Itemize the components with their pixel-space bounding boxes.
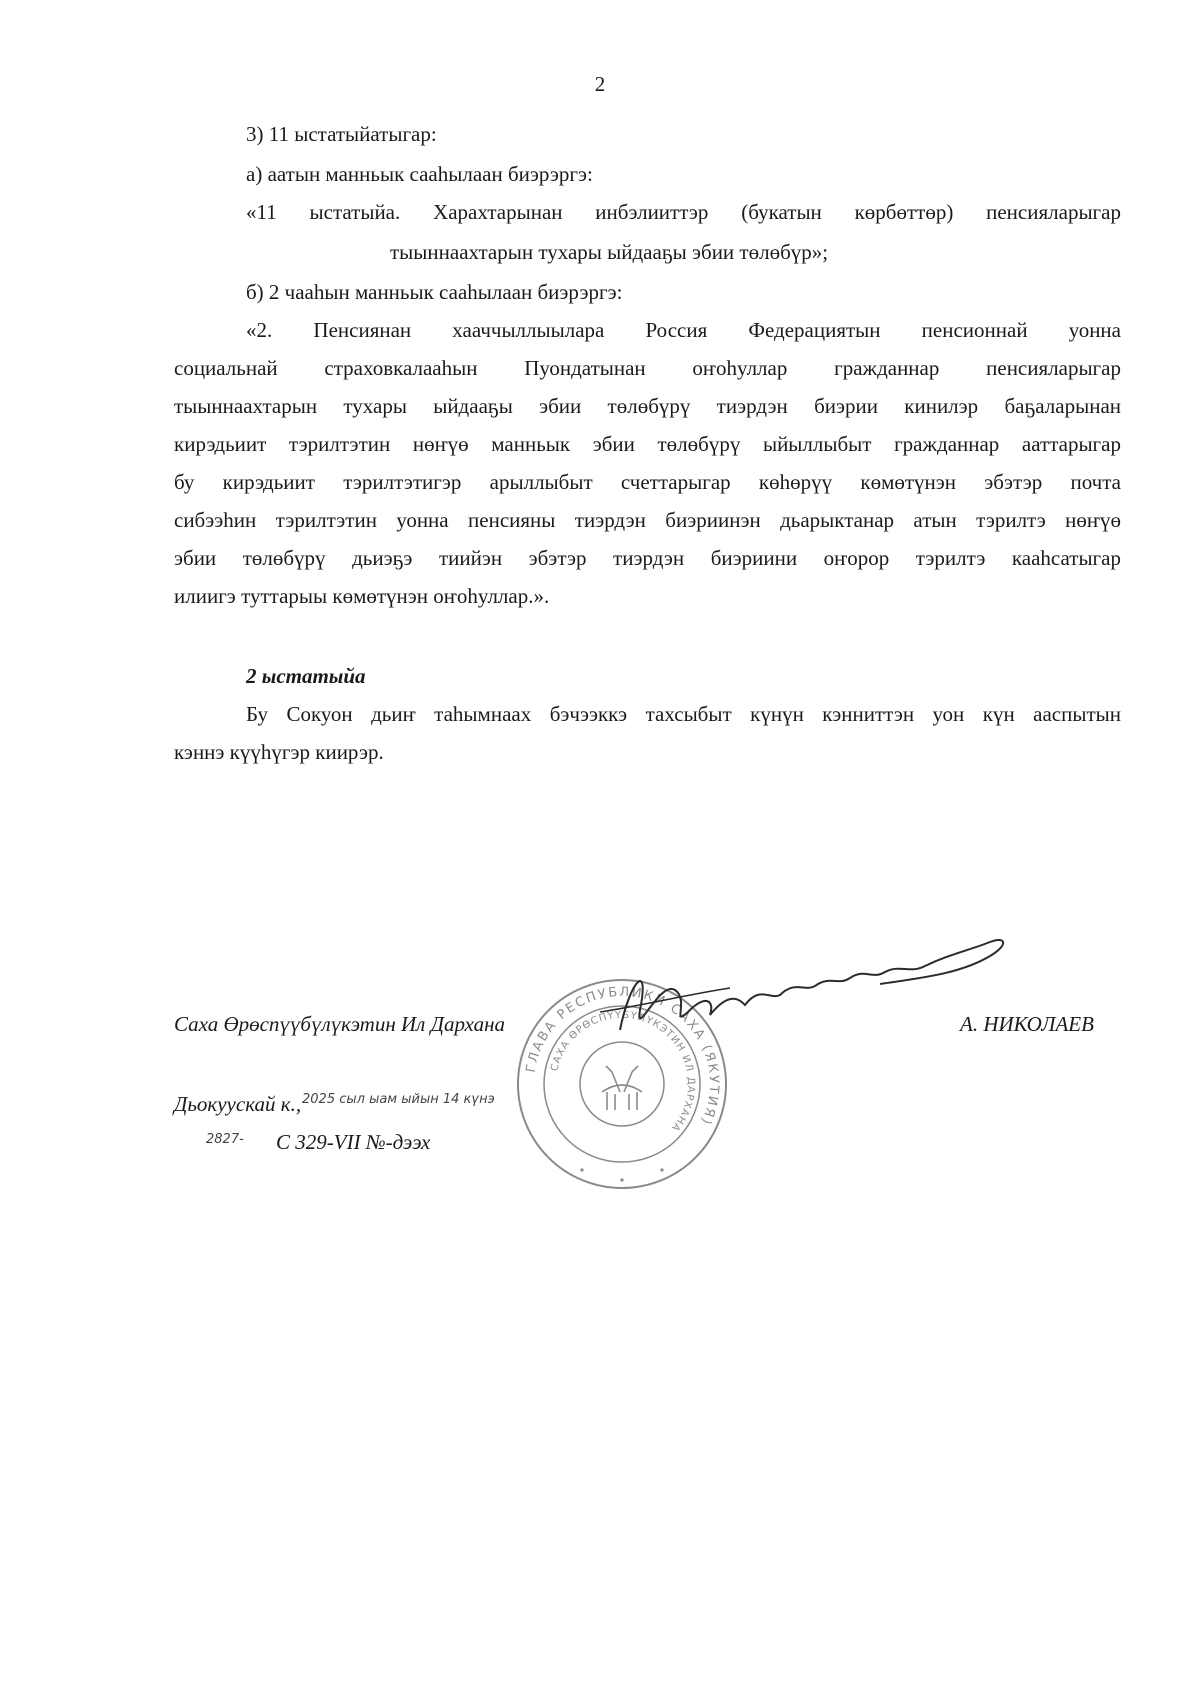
quote-2-line-5: бу кирэдьиит тэрилтэтигэр арыллыбыт счеттарыгар көһөрүү көмөтүнэн эбэтэр почта (174, 470, 1121, 494)
signatory-name: А. НИКОЛАЕВ (960, 1012, 1094, 1036)
item-a: а) аатын манньык сааһылаан биэрэргэ: (246, 162, 593, 186)
quote-2-line-3: тыыннаахтарын тухары ыйдааҕы эбии төлөбүрү тиэрдэн биэрии кинилэр баҕаларынан (174, 394, 1121, 418)
quote-2-line-6: сибээһин тэрилтэтин уонна пенсияны тиэрдэн биэриинэн дьарыктанар атын тэрилтэ нөҥүө (174, 508, 1121, 532)
seal-outer-text: ГЛАВА РЕСПУБЛИКИ САХА (ЯКУТИЯ) (523, 984, 722, 1129)
page-number: 2 (594, 72, 606, 96)
quote-2-line-4: кирэдьиит тэрилтэтин нөҥүө манньык эбии төлөбүрү ыйыллыбыт гражданнар ааттарыгар (174, 432, 1121, 456)
quote-2-line-2: социальнай страховкалааһын Пуондатынан оҥоһуллар гражданнар пенсияларыгар (174, 356, 1121, 380)
seal-stars (580, 1168, 663, 1181)
quote-2-line-1: «2. Пенсиянан хааччыллыылара Россия Федерациятын пенсионнай уонна (246, 318, 1121, 342)
handwritten-number: 2827- (206, 1132, 244, 1147)
handwritten-signature (580, 920, 1020, 1060)
seal-emblem-icon (602, 1066, 642, 1110)
quote-11-line-2: тыыннаахтарын тухары ыйдааҕы эбии төлөбүр»; (390, 240, 829, 264)
position-title: Саха Өрөспүүбүлүкэтин Ил Дархана (174, 1012, 505, 1036)
article-2-line-2: кэннэ күүһүгэр киирэр. (174, 740, 384, 764)
quote-11-line-1: «11 ыстатыйа. Харахтарынан инбэлииттэр (букатын көрбөттөр) пенсияларыгар (246, 200, 1121, 224)
law-number: С 329-VII №-дээх (276, 1130, 431, 1154)
handwritten-date: 2025 сыл ыам ыйын 14 күнэ (302, 1092, 495, 1107)
quote-2-line-8: илиигэ туттарыы көмөтүнэн оҥоһуллар.». (174, 584, 550, 608)
quote-2-line-7: эбии төлөбүрү дьиэҕэ тиийэн эбэтэр тиэрдэн биэриини оҥорор тэрилтэ кааһсатыгар (174, 546, 1121, 570)
item-b: б) 2 чааһын манньык сааһылаан биэрэргэ: (246, 280, 623, 304)
place-label: Дьокуускай к., (174, 1092, 302, 1116)
seal-inner-text: САХА ӨРӨСПҮҮБҮЛҮКЭТИН ИЛ ДАРХАНА (549, 1009, 697, 1134)
article-2-heading: 2 ыстатыйа (246, 664, 366, 688)
item-3: 3) 11 ыстатыйатыгар: (246, 122, 437, 146)
article-2-line-1: Бу Сокуон дьиҥ таһымнаах бэчээккэ тахсыбыт күнүн кэнниттэн уон күн ааспытын (246, 702, 1121, 726)
